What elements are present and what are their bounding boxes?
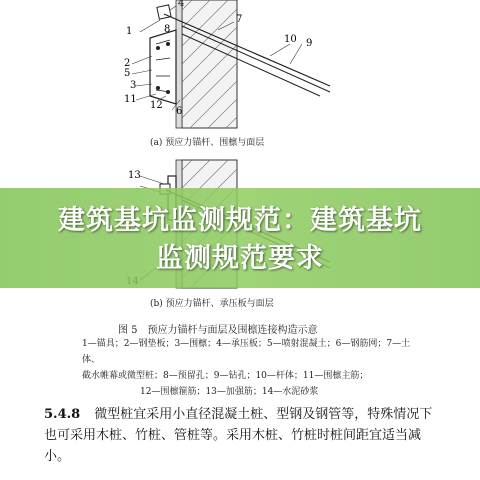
label-6: 6 [176,106,183,117]
legend-line: 1—锚具；2—钢垫板；3—围檩；4—承压板；5—喷射混凝土；6—钢筋网；7—土体、 [82,339,411,365]
label-7: 7 [236,14,243,25]
banner-title [0,202,480,278]
figure-b-caption: (b) 预应力锚杆、承压板与面层 [150,299,274,309]
label-4: 4 [178,0,185,9]
legend-line: 12—围檩箍筋；13—加强筋；14—水泥砂浆 [140,387,319,397]
legend-line: 截水帷幕或微型桩；8—预留孔；9—钻孔；10—杆体；11—围檩主筋； [82,371,369,381]
label-2: 2 [124,58,131,69]
waling-a [150,30,176,104]
label-10: 10 [284,34,297,45]
section-number: 5.4.8 [44,407,81,422]
figure-a-caption: (a) 预应力锚杆、围檩与面层 [150,138,265,148]
label-13: 13 [128,170,141,181]
label-11: 11 [124,94,137,105]
label-1: 1 [126,26,133,37]
label-9: 9 [306,38,313,49]
banner-title-line-1: 建筑基坑监测规范：建筑基坑 [58,205,422,236]
figure-legend [82,336,422,400]
anchor-head-a [157,5,171,19]
label-8: 8 [164,24,171,35]
figure-title: 图 5 预应力锚杆与面层及围檩连接构造示意 [118,325,318,336]
label-3: 3 [130,80,137,91]
section-text: 微型桩宜采用小直径混凝土桩、型钢及钢管等，特殊情况下也可采用木桩、竹桩、管桩等。采用木桩、竹桩时桩间距宜适当减小。 [44,407,433,464]
figure-a-drawing [124,0,330,128]
section-paragraph [44,404,444,467]
label-5: 5 [124,68,131,79]
banner-title-line-2: 监测规范要求 [156,243,324,274]
label-12: 12 [150,100,163,111]
